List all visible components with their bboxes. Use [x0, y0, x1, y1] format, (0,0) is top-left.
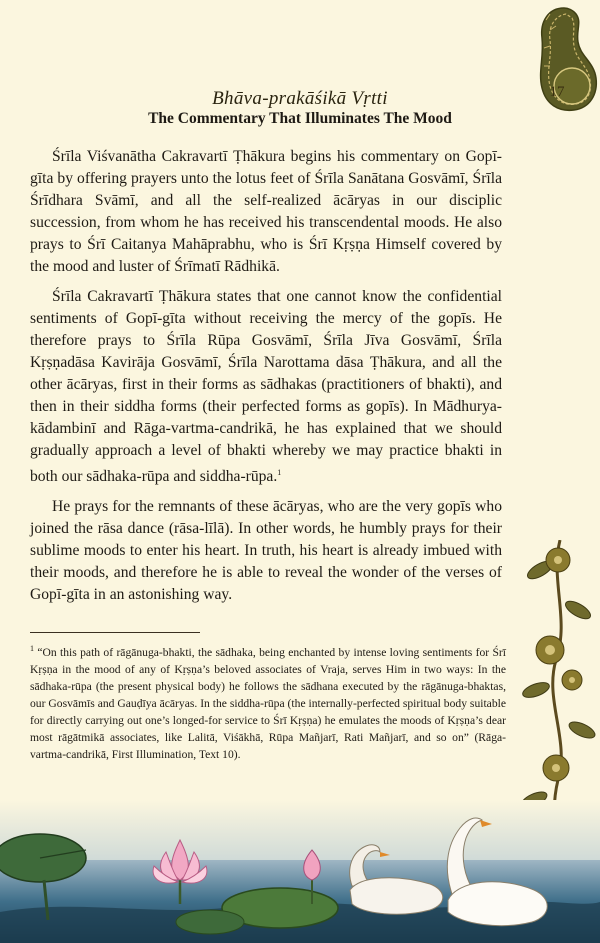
paragraph-2 [30, 286, 502, 488]
chapter-subtitle: The Commentary That Illuminates The Mood [148, 110, 452, 127]
footnote [30, 640, 506, 763]
paragraph-1: Śrīla Viśvanātha Cakravartī Ṭhākura begins his commentary on Gopī-gīta by offering prayers unto the lotus feet of Śrīla Sanātana Gosvāmī, Śrīla Śrīdhara Svāmī, and all the self-realized ācāryas in our disciplic succession, from whom he has received his transcendental moods. He also prays to Śrī Caitanya Mahāprabhu, who is Śrī Kṛṣṇa Himself covered by the mood and luster of Śrīmatī Rādhikā. [30, 148, 502, 275]
page-number: 17 [549, 84, 565, 100]
chapter-title: Bhāva-prakāśikā Vṛtti [212, 88, 388, 109]
footnote-reference: 1 [277, 468, 282, 477]
lotus-and-swans-illustration [0, 800, 600, 943]
footnote-divider [30, 632, 200, 633]
paragraph-2-text: Śrīla Cakravartī Ṭhākura states that one cannot know the confidential sentiments of Gopī-gīta without receiving the mercy of the gopīs. He therefore prays to Śrīla Rūpa Gosvāmī, Śrīla Jīva Gosvāmī, Śrīla Kṛṣṇadāsa Kavirāja Gosvāmī, Śrīla Narottama dāsa Ṭhākura, and all the other ācāryas, first in their forms as sādhakas (practitioners of bhakti), and then in their siddha forms (their perfected forms as gopīs). In Mādhurya-kādambinī and Rāga-vartma-candrikā, he has explained that we should gradually approach a level of bhakti whereby we may practice bhakti in both our sādhaka-rūpa and siddha-rūpa. [30, 288, 502, 486]
footnote-text: “On this path of rāgānuga-bhakti, the sādhaka, being enchanted by intense loving sentiments for Śrī Kṛṣṇa in the mood of any of Kṛṣṇa’s beloved associates of Vraja, serves Him in two ways: In the sādhaka-rūpa (the present physical body) he follows the sādhana executed by the rāgānuga-bhaktas, our Gosvāmīs and Gauḍīya ācāryas. In the siddha-rūpa (the internally-perfected spiritual body suitable for directly carrying out one’s longed-for service to Śrī Kṛṣṇa) he emulates the moods of Kṛṣṇa’s dear most rāgātmikā associates, like Lalitā, Viśākhā, Rūpa Mañjarī, Rati Mañjarī, and so on” (Rāga-vartma-candrikā, First Illumination, Text 10). [30, 645, 506, 761]
paragraph-3: He prays for the remnants of these ācāryas, who are the very gopīs who joined the rāsa dance (rāsa-līlā). In other words, he humbly prays for their sublime moods to enter his heart. In truth, his heart is already imbued with their moods, and therefore he is able to reveal the wonder of the verses of Gopī-gīta in an astonishing way. [30, 498, 502, 604]
footnote-marker: 1 [30, 644, 34, 653]
body-text [30, 146, 502, 614]
